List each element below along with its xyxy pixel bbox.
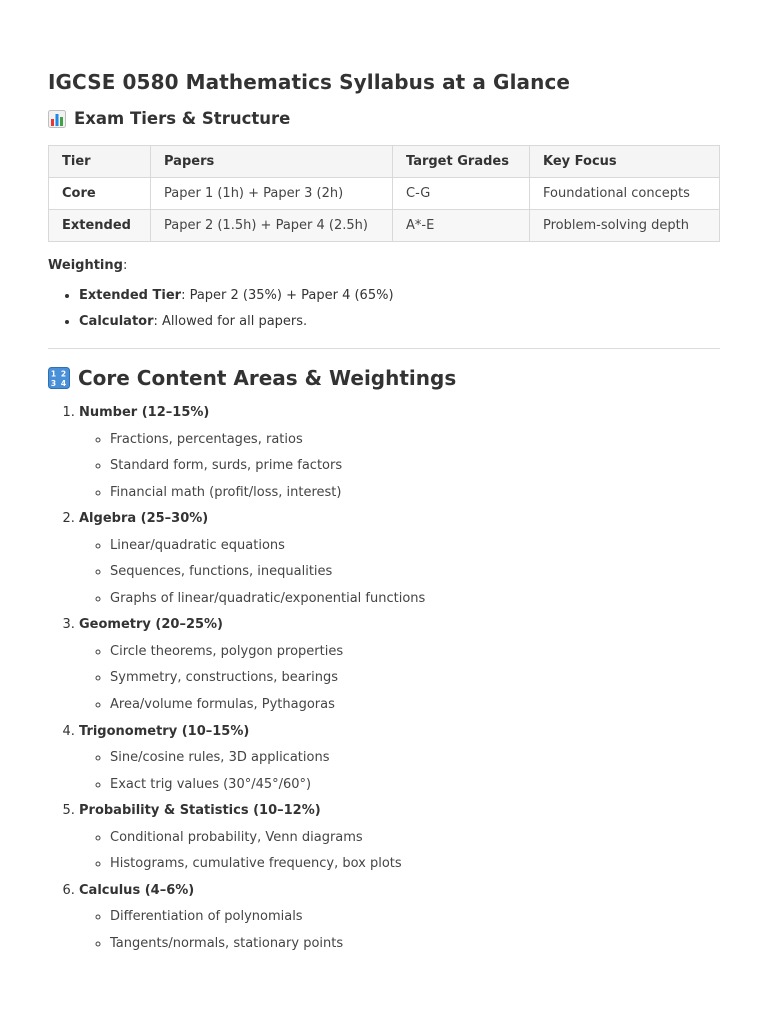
list-item: ◦ Area/volume formulas, Pythagoras <box>110 695 699 715</box>
list-item <box>79 286 679 306</box>
area-title: Algebra (25–30%) <box>79 511 209 527</box>
list-item: ◦ Graphs of linear/quadratic/exponential functions <box>110 589 699 609</box>
table-header-cell: Target Grades <box>393 146 530 178</box>
content-section-heading <box>48 364 456 392</box>
weight-text: : Allowed for all papers. <box>153 314 308 329</box>
list-item <box>79 801 699 874</box>
list-item <box>79 312 679 332</box>
content-areas-list <box>48 403 699 960</box>
table-cell: Foundational concepts <box>530 178 720 210</box>
bar-chart-icon <box>48 110 66 128</box>
list-item: ◦ Sine/cosine rules, 3D applications <box>110 748 699 768</box>
weighting-list <box>48 286 679 338</box>
svg-text:1: 1 <box>50 369 57 379</box>
area-title: Number (12–15%) <box>79 405 210 420</box>
list-item: ◦ Differentiation of polynomials <box>110 907 699 927</box>
list-item: ◦ Standard form, surds, prime factors <box>110 456 699 476</box>
list-item <box>79 881 699 954</box>
list-item <box>79 509 699 609</box>
list-item <box>79 615 699 715</box>
list-item: ◦ Histograms, cumulative frequency, box plots <box>110 854 699 874</box>
table-cell: Core <box>49 178 151 210</box>
section-divider <box>48 348 720 349</box>
table-cell: Paper 1 (1h) + Paper 3 (2h) <box>151 178 393 210</box>
weighting-label-text: Weighting <box>48 258 123 273</box>
list-item: ◦ Tangents/normals, stationary points <box>110 934 699 954</box>
table-header-row <box>49 146 720 178</box>
list-item: ◦ Circle theorems, polygon properties <box>110 642 699 662</box>
weight-text: : Paper 2 (35%) + Paper 4 (65%) <box>181 288 394 303</box>
area-topics-list <box>79 536 699 609</box>
area-title: Trigonometry (10–15%) <box>79 723 250 739</box>
exam-section-heading <box>48 106 290 132</box>
area-title: Geometry (20–25%) <box>79 617 223 633</box>
area-topics-list <box>79 907 699 954</box>
area-title: Probability & Statistics (10–12%) <box>79 803 321 819</box>
weighting-colon: : <box>122 258 128 273</box>
area-topics-list <box>79 642 699 715</box>
weight-label: Extended Tier <box>79 288 182 303</box>
area-topics-list <box>79 828 699 875</box>
list-item: ◦ Symmetry, constructions, bearings <box>110 668 699 688</box>
exam-section-heading-text: Exam Tiers & Structure <box>74 109 291 128</box>
list-item: ◦ Linear/quadratic equations <box>110 536 699 556</box>
list-item <box>79 403 699 503</box>
svg-text:4: 4 <box>60 379 67 388</box>
list-item: ◦ Financial math (profit/loss, interest) <box>110 483 699 503</box>
content-section-heading-text: Core Content Areas & Weightings <box>78 366 457 390</box>
area-topics-list <box>79 748 699 795</box>
table-cell: Extended <box>49 210 151 242</box>
svg-text:2: 2 <box>60 369 67 379</box>
table-cell: Problem-solving depth <box>530 210 720 242</box>
list-item: ◦ Exact trig values (30°/45°/60°) <box>110 775 699 795</box>
list-item <box>79 722 699 795</box>
table-cell: Paper 2 (1.5h) + Paper 4 (2.5h) <box>151 210 393 242</box>
list-item: ◦ Fractions, percentages, ratios <box>110 430 699 450</box>
table-cell: C-G <box>393 178 530 210</box>
svg-text:3: 3 <box>50 379 57 388</box>
numbers-1234-icon <box>48 367 70 389</box>
table-header-cell: Key Focus <box>530 146 720 178</box>
table-header-cell: Tier <box>49 146 151 178</box>
area-title: Calculus (4–6%) <box>79 882 195 898</box>
table-row <box>49 210 720 242</box>
table-header-cell: Papers <box>151 146 393 178</box>
list-item: ◦ Sequences, functions, inequalities <box>110 562 699 582</box>
list-item: ◦ Conditional probability, Venn diagrams <box>110 828 699 848</box>
area-topics-list <box>79 430 699 503</box>
table-cell: A*-E <box>393 210 530 242</box>
page-title: IGCSE 0580 Mathematics Syllabus at a Glance <box>48 70 571 94</box>
weight-label: Calculator <box>79 314 154 329</box>
exam-tiers-table <box>48 145 720 242</box>
table-row <box>49 178 720 210</box>
weighting-label <box>48 256 127 276</box>
